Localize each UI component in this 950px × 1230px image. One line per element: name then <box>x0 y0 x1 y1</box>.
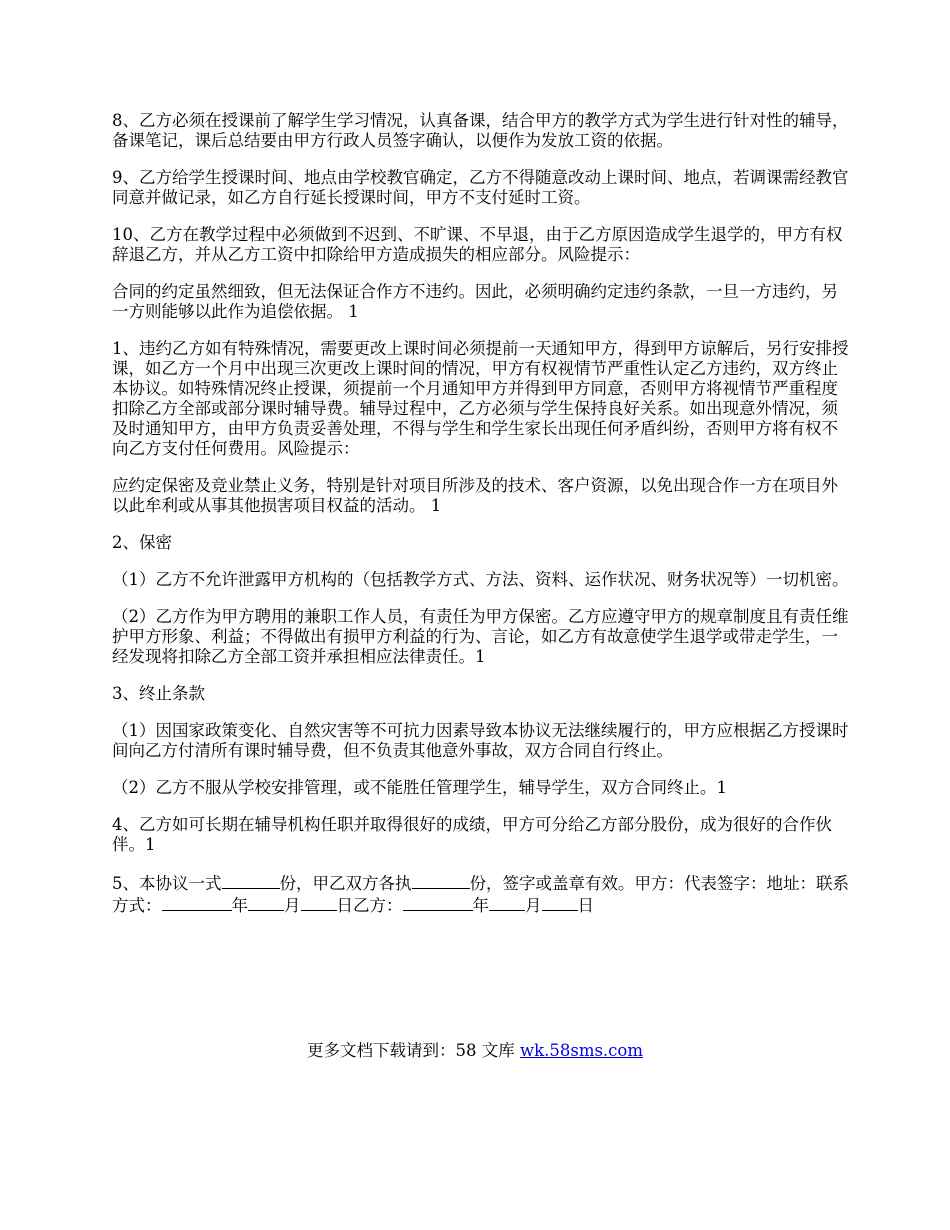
party-b-month-blank <box>489 894 525 911</box>
paragraph-10: 10、乙方在教学过程中必须做到不迟到、不旷课、不早退，由于乙方原因造成学生退学的，甲方有权辞退乙方，并从乙方工资中扣除给甲方造成损失的相应部分。风险提示： <box>112 225 843 264</box>
signature-year-b: 年 <box>472 896 489 915</box>
signature-text-3: 份，签字或盖章有效。甲方：代表签字：地址：联系方式： <box>112 874 849 915</box>
party-a-day-blank <box>301 894 337 911</box>
risk-note-confidentiality: 应约定保密及竞业禁止义务，特别是针对项目所涉及的技术、客户资源，以免出现合作一方在项目外以此牟利或从事其他损害项目权益的活动。 1 <box>112 476 838 515</box>
footer-link[interactable]: wk.58sms.com <box>519 1041 643 1060</box>
clause-5-signature <box>112 872 852 916</box>
signature-text-1: 5、本协议一式 <box>112 874 222 893</box>
signature-month-a: 月 <box>284 896 301 915</box>
signature-day-a: 日乙方： <box>336 896 403 915</box>
signature-month-b: 月 <box>525 896 542 915</box>
footer-text: 更多文档下载请到：58 文库 <box>306 1041 520 1060</box>
signature-text-2: 份，甲乙双方各执 <box>279 874 412 893</box>
paragraph-9: 9、乙方给学生授课时间、地点由学校教官确定，乙方不得随意改动上课时间、地点，若调课需经教官同意并做记录，如乙方自行延长授课时间，甲方不支付延时工资。 <box>112 168 849 207</box>
termination-item-1: （1）因国家政策变化、自然灾害等不可抗力因素导致本协议无法继续履行的，甲方应根据乙方授课时间向乙方付清所有课时辅导费，但不负责其他意外事故，双方合同自行终止。 <box>112 721 849 760</box>
party-a-month-blank <box>248 894 284 911</box>
heading-confidentiality: 2、保密 <box>112 533 172 552</box>
heading-termination: 3、终止条款 <box>112 684 205 703</box>
termination-item-2: （2）乙方不服从学校安排管理，或不能胜任管理学生，辅导学生，双方合同终止。1 <box>112 778 727 797</box>
confidentiality-item-1: （1）乙方不允许泄露甲方机构的（包括教学方式、方法、资料、运作状况、财务状况等）一切机密。 <box>112 570 849 589</box>
paragraph-8: 8、乙方必须在授课前了解学生学习情况，认真备课，结合甲方的教学方式为学生进行针对性的辅导，备课笔记，课后总结要由甲方行政人员签字确认，以便作为发放工资的依据。 <box>112 111 849 150</box>
signature-year-a: 年 <box>231 896 248 915</box>
party-b-year-blank <box>403 894 473 911</box>
party-b-day-blank <box>542 894 578 911</box>
copies-blank <box>222 872 280 889</box>
confidentiality-item-2: （2）乙方作为甲方聘用的兼职工作人员，有责任为甲方保密。乙方应遵守甲方的规章制度且有责任维护甲方形象、利益；不得做出有损甲方利益的行为、言论，如乙方有故意使学生退学或带走学生，一经发现将扣除乙方全部工资并承担相应法律责任。1 <box>112 607 849 666</box>
clause-4-shares: 4、乙方如可长期在辅导机构任职并取得很好的成绩，甲方可分给乙方部分股份，成为很好的合作伙伴。1 <box>112 815 832 854</box>
party-a-year-blank <box>162 894 232 911</box>
signature-day-b: 日 <box>577 896 594 915</box>
each-copies-blank <box>412 872 470 889</box>
page-footer <box>0 1041 950 1061</box>
clause-breach: 1、违约乙方如有特殊情况，需要更改上课时间必须提前一天通知甲方，得到甲方谅解后，另行安排授课，如乙方一个月中出现三次更改上课时间的情况，甲方有权视情节严重性认定乙方违约，双方终止本协议。如特殊情况终止授课，须提前一个月通知甲方并得到甲方同意，否则甲方将视情节严重程度扣除乙方全部或部分课时辅导费。辅导过程中，乙方必须与学生保持良好关系。如出现意外情况，须及时通知甲方，由甲方负责妥善处理，不得与学生和学生家长出现任何矛盾纠纷，否则甲方将有权不向乙方支付任何费用。风险提示： <box>112 339 849 458</box>
document-body <box>112 111 852 933</box>
risk-note-breach: 合同的约定虽然细致，但无法保证合作方不违约。因此，必须明确约定违约条款，一旦一方违约，另一方则能够以此作为追偿依据。 1 <box>112 282 838 321</box>
